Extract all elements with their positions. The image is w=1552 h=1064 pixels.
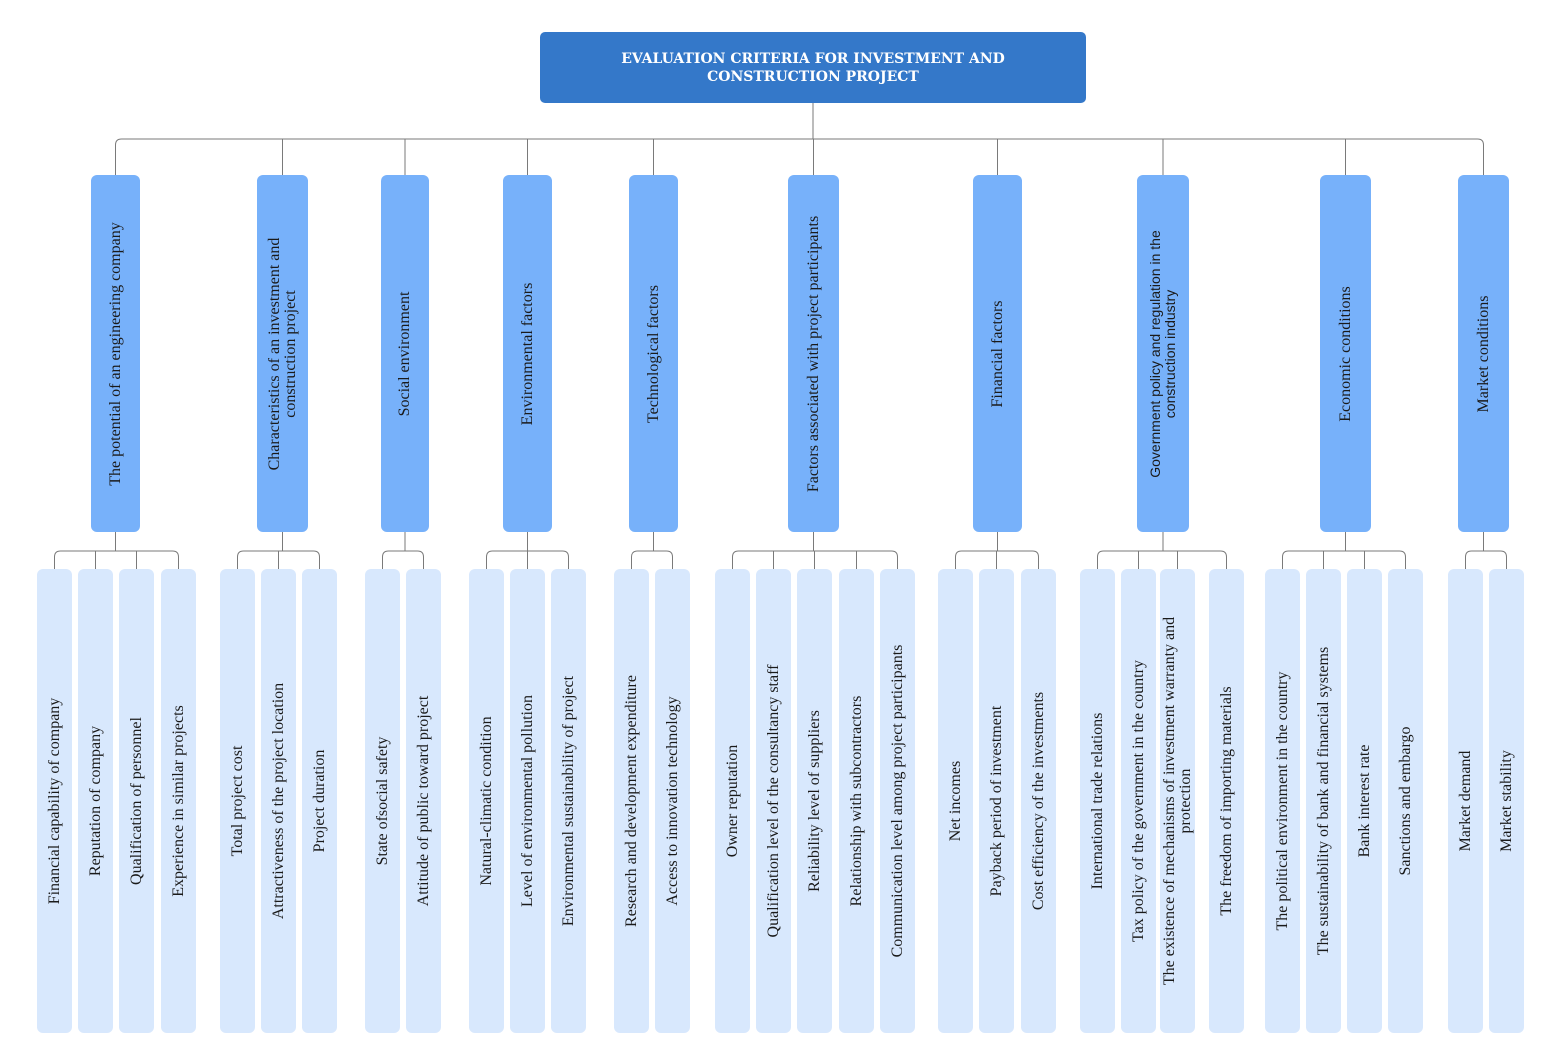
leaf-node (1448, 569, 1483, 1033)
leaf-node (880, 569, 915, 1033)
category-label: Financial factors (988, 299, 1006, 408)
leaf-node (1021, 569, 1056, 1033)
leaf-node (797, 569, 832, 1033)
leaf-node (1489, 569, 1524, 1033)
leaf-label: Market demand (1456, 750, 1474, 852)
category-label: Technological factors (644, 284, 662, 423)
leaf-node (1347, 569, 1382, 1033)
category-label: Economic conditions (1336, 285, 1354, 422)
leaf-node (37, 569, 72, 1033)
leaf-label: Cost efficiency of the investments (1029, 691, 1047, 911)
leaf-label: Level of environmental pollution (518, 695, 536, 907)
root-title: EVALUATION CRITERIA FOR INVESTMENT AND CONSTRUCTION PROJECT (621, 50, 1005, 85)
leaf-node (1160, 569, 1195, 1033)
leaf-label: Communication level among project participants (888, 644, 906, 958)
leaf-label: Experience in similar projects (169, 705, 187, 897)
root-node (540, 32, 1086, 103)
leaf-node (756, 569, 791, 1033)
leaf-label: Tax policy of the government in the country (1129, 660, 1147, 942)
category-label: Government policy and regulation in the construction industry (1147, 229, 1178, 478)
category-label: Factors associated with project participants (804, 215, 822, 492)
category-label: Characteristics of an investment and construction project (265, 237, 299, 470)
leaf-label: Total project cost (228, 745, 246, 857)
category-node (1458, 175, 1509, 532)
leaf-label: Attitude of public toward project (414, 695, 432, 907)
leaf-node (78, 569, 113, 1033)
leaf-node (1209, 569, 1244, 1033)
leaf-label: Market stability (1497, 750, 1515, 852)
leaf-node (1121, 569, 1156, 1033)
leaf-label: Financial capability of company (45, 697, 63, 905)
leaf-label: Payback period of investment (987, 705, 1005, 897)
leaf-label: Access to innovation technology (663, 696, 681, 906)
leaf-node (406, 569, 441, 1033)
category-node (973, 175, 1022, 532)
leaf-node (655, 569, 690, 1033)
category-label: Environmental factors (518, 282, 536, 425)
leaf-node (715, 569, 750, 1033)
category-node (381, 175, 429, 532)
leaf-label: The existence of mechanisms of investment warranty and protection (1160, 616, 1194, 986)
leaf-label: Qualification level of the consultancy staff (764, 664, 782, 938)
leaf-node (119, 569, 154, 1033)
category-bus (383, 551, 424, 569)
category-node (788, 175, 839, 532)
root-bus (116, 139, 1484, 175)
leaf-label: The political environment in the country (1273, 671, 1291, 931)
leaf-node (1265, 569, 1300, 1033)
category-bus (55, 551, 179, 569)
leaf-node (261, 569, 296, 1033)
category-node (629, 175, 678, 532)
category-bus (632, 551, 673, 569)
leaf-label: International trade relations (1088, 712, 1106, 890)
leaf-node (365, 569, 400, 1033)
category-node (1137, 175, 1189, 532)
category-node (257, 175, 308, 532)
category-label: The potential of an engineering company (106, 221, 124, 486)
leaf-label: Net incomes (946, 760, 964, 842)
leaf-label: The freedom of importing materials (1217, 686, 1235, 916)
leaf-node (1080, 569, 1115, 1033)
leaf-label: Qualification of personnel (127, 717, 145, 885)
leaf-node (161, 569, 196, 1033)
category-label: Market conditions (1474, 295, 1492, 412)
leaf-label: Reputation of company (86, 725, 104, 877)
leaf-label: Relationship with subcontractors (847, 695, 865, 907)
category-bus (1098, 551, 1227, 569)
leaf-node (979, 569, 1014, 1033)
leaf-label: The sustainability of bank and financial systems (1314, 646, 1332, 956)
leaf-label: Sanctions and embargo (1396, 726, 1414, 876)
leaf-node (839, 569, 874, 1033)
leaf-label: Natural-climatic condition (477, 716, 495, 886)
leaf-node (1388, 569, 1423, 1033)
leaf-label: Reliability level of suppliers (805, 710, 823, 892)
leaf-label: Bank interest rate (1355, 744, 1373, 858)
leaf-label: Environmental sustainability of project (559, 675, 577, 927)
category-node (503, 175, 552, 532)
leaf-label: State ofsocial safety (373, 736, 391, 866)
leaf-node (938, 569, 973, 1033)
category-bus (1466, 551, 1507, 569)
leaf-node (1306, 569, 1341, 1033)
leaf-node (302, 569, 337, 1033)
leaf-label: Research and development expenditure (622, 675, 640, 927)
category-bus (1283, 551, 1406, 569)
leaf-node (220, 569, 255, 1033)
leaf-label: Attractiveness of the project location (269, 682, 287, 920)
leaf-node (551, 569, 586, 1033)
leaf-label: Project duration (310, 749, 328, 853)
category-node (1320, 175, 1371, 532)
leaf-node (469, 569, 504, 1033)
leaf-node (614, 569, 649, 1033)
category-label: Social environment (396, 291, 413, 416)
category-node (91, 175, 140, 532)
leaf-node (510, 569, 545, 1033)
leaf-label: Owner reputation (723, 744, 741, 858)
